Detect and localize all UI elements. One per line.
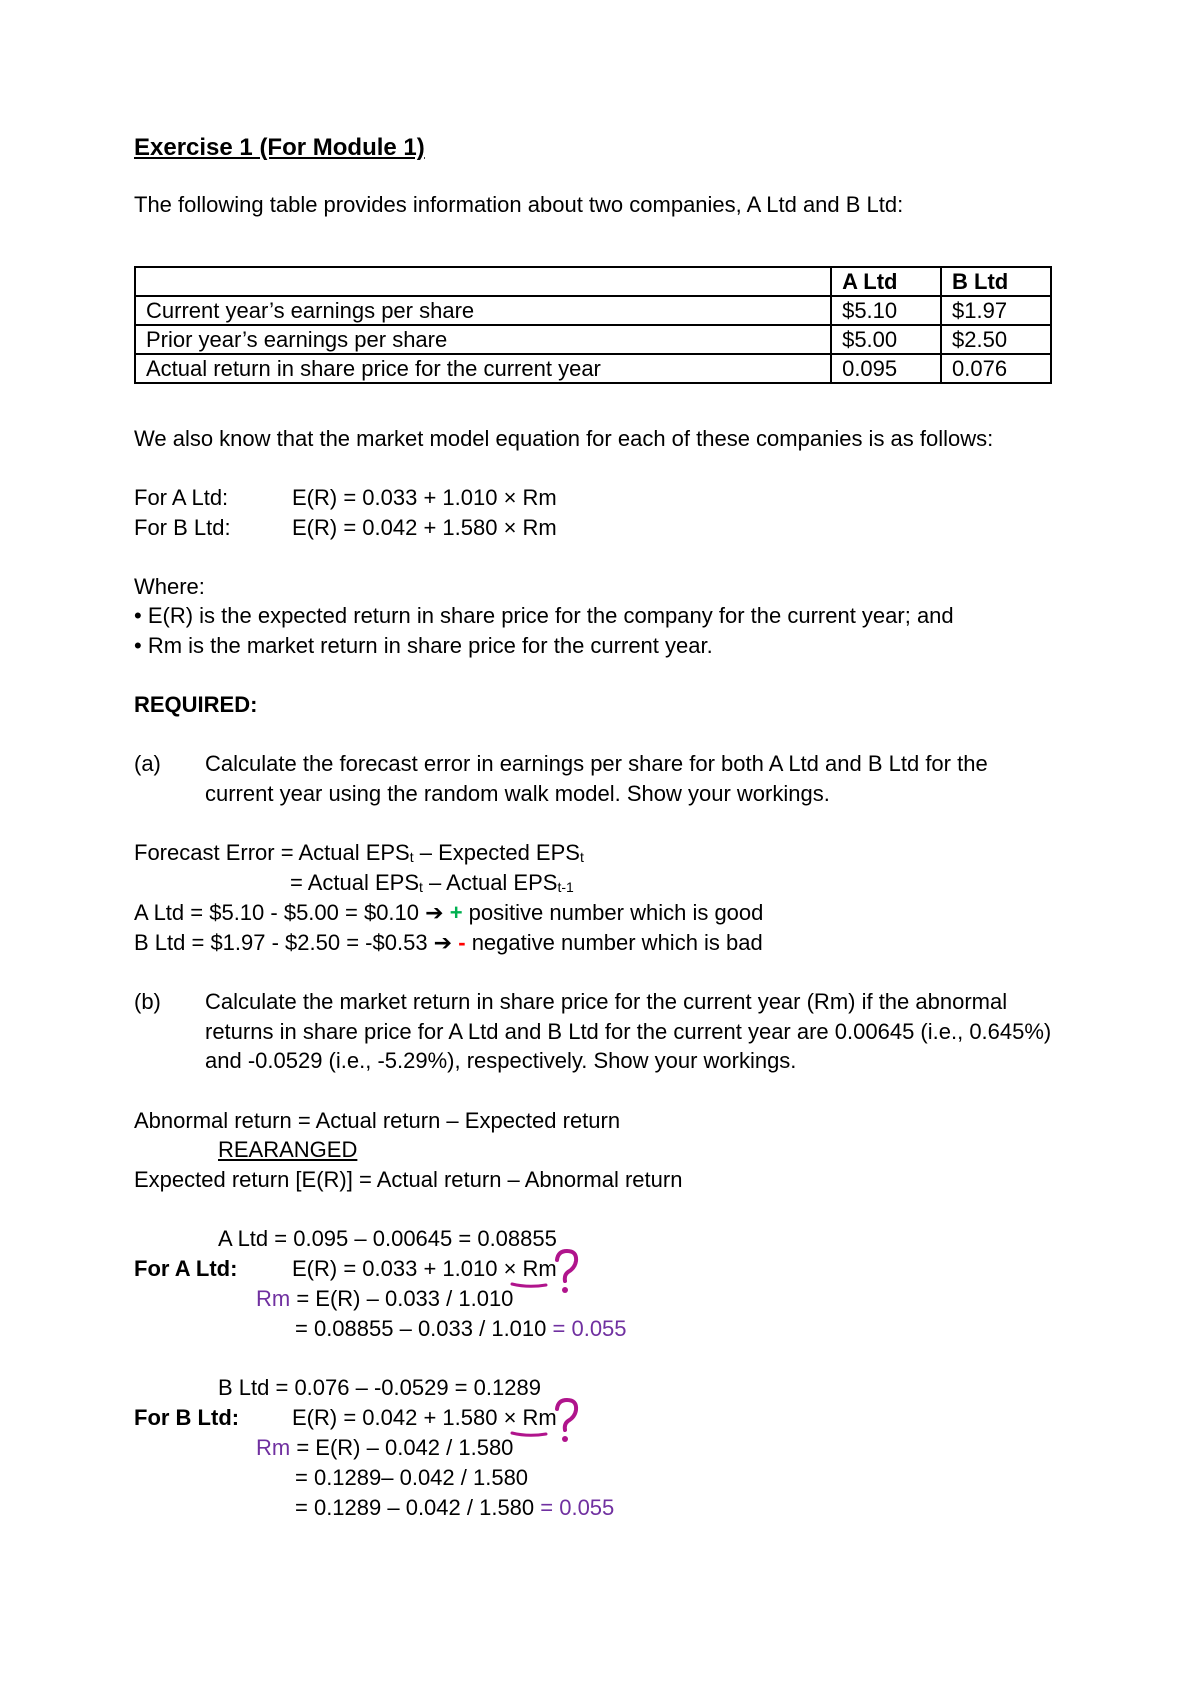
intro-text: The following table provides information about two companies, A Ltd and B Ltd:	[134, 192, 904, 217]
subscript-t: t	[419, 879, 423, 895]
b-ltd-rm-formula	[256, 1433, 513, 1463]
table-cell: 0.076	[941, 354, 1051, 383]
table-row	[135, 296, 1051, 325]
a-ltd-rm-step	[295, 1314, 627, 1344]
rearranged-label: REARANGED	[218, 1137, 358, 1162]
handwritten-underline	[510, 1427, 550, 1441]
b-ltd-forecast-calc	[134, 928, 763, 958]
rm-expression: = E(R) – 0.042 / 1.580	[290, 1435, 514, 1460]
a-ltd-rm-formula	[256, 1284, 513, 1314]
part-a-label: (a)	[134, 751, 161, 776]
part-b-text: and -0.0529 (i.e., -5.29%), respectively. Show your workings.	[205, 1048, 797, 1073]
required-heading: REQUIRED:	[134, 692, 258, 717]
equation-formula-a: E(R) = 0.033 + 1.010 × Rm	[292, 485, 557, 510]
table-row	[135, 325, 1051, 354]
expected-return-line: Expected return [E(R)] = Actual return – Abnormal return	[134, 1167, 683, 1192]
b-ltd-rm-step	[295, 1493, 614, 1523]
question-mark-annotation-icon	[552, 1248, 582, 1298]
equation-label-a: For A Ltd:	[134, 485, 229, 510]
part-b-text: Calculate the market return in share price for the current year (Rm) if the abnormal	[205, 989, 1008, 1014]
part-b-text: returns in share price for A Ltd and B Ltd for the current year are 0.00645 (i.e., 0.645%)	[205, 1019, 1052, 1044]
rm-expression: = E(R) – 0.033 / 1.010	[290, 1286, 514, 1311]
forecast-text: – Expected EPS	[413, 840, 580, 865]
part-a-text: Calculate the forecast error in earnings per share for both A Ltd and B Ltd for the	[205, 751, 988, 776]
part-a-text: current year using the random walk model. Show your workings.	[205, 781, 830, 806]
note-text: negative number which is bad	[471, 930, 763, 955]
abnormal-return-line: Abnormal return = Actual return – Expected return	[134, 1108, 621, 1133]
forecast-text: = Actual EPS	[290, 870, 420, 895]
table-row	[135, 354, 1051, 383]
table-header-row	[135, 267, 1051, 296]
subscript-t: t	[409, 849, 414, 865]
forecast-text: Forecast Error = Actual EPS	[134, 840, 410, 865]
table-cell: $1.97	[941, 296, 1051, 325]
formula-text: E(R) = 0.042 + 1.580 ×	[292, 1405, 523, 1430]
calc-text: B Ltd = $1.97 - $2.50 = -$0.53	[134, 930, 434, 955]
plus-sign: +	[449, 900, 463, 925]
step-text: = 0.08855 – 0.033 / 1.010	[295, 1316, 553, 1341]
rm-variable: Rm	[522, 1405, 557, 1430]
table-header-cell	[135, 267, 831, 296]
table-cell: Current year’s earnings per share	[135, 296, 831, 325]
note-text: positive number which is good	[468, 900, 764, 925]
forecast-error-line	[290, 868, 574, 902]
rm-result: = 0.055	[552, 1316, 627, 1341]
table-cell: Actual return in share price for the current year	[135, 354, 831, 383]
page-title: Exercise 1 (For Module 1)	[134, 134, 425, 161]
a-ltd-label: For A Ltd:	[134, 1256, 238, 1281]
b-ltd-label: For B Ltd:	[134, 1405, 240, 1430]
forecast-text: – Actual EPS	[422, 870, 558, 895]
subscript-t: t	[579, 849, 584, 865]
handwritten-underline	[510, 1278, 550, 1292]
table-cell: 0.095	[831, 354, 941, 383]
question-mark-annotation-icon	[552, 1397, 582, 1447]
a-ltd-expected-return: A Ltd = 0.095 – 0.00645 = 0.08855	[218, 1226, 557, 1251]
step-text: = 0.1289 – 0.042 / 1.580	[295, 1495, 541, 1520]
b-ltd-expected-return: B Ltd = 0.076 – -0.0529 = 0.1289	[218, 1375, 541, 1400]
forecast-error-line	[134, 838, 584, 872]
minus-sign: -	[458, 930, 466, 955]
arrow-icon: ➔	[425, 900, 444, 925]
calc-text: A Ltd = $5.10 - $5.00 = $0.10	[134, 900, 426, 925]
equation-label-b: For B Ltd:	[134, 515, 231, 540]
arrow-icon: ➔	[433, 930, 453, 955]
part-b-label: (b)	[134, 989, 161, 1014]
rm-result: = 0.055	[540, 1495, 615, 1520]
market-intro: We also know that the market model equation for each of these companies is as follows:	[134, 426, 994, 451]
company-table	[134, 266, 1052, 384]
where-bullet: • Rm is the market return in share price for the current year.	[134, 633, 713, 658]
table-cell: $5.00	[831, 325, 941, 354]
rm-variable: Rm	[522, 1256, 557, 1281]
formula-text: E(R) = 0.033 + 1.010 ×	[292, 1256, 523, 1281]
table-cell: $2.50	[941, 325, 1051, 354]
table-header-cell: A Ltd	[831, 267, 941, 296]
a-ltd-forecast-calc	[134, 898, 763, 928]
table-cell: Prior year’s earnings per share	[135, 325, 831, 354]
table-header-cell: B Ltd	[941, 267, 1051, 296]
where-heading: Where:	[134, 574, 205, 599]
rm-label: Rm	[256, 1286, 291, 1311]
rm-label: Rm	[256, 1435, 291, 1460]
equation-formula-b: E(R) = 0.042 + 1.580 × Rm	[292, 515, 557, 540]
where-bullet: • E(R) is the expected return in share price for the company for the current year; and	[134, 603, 954, 628]
subscript-t-1: t-1	[557, 879, 574, 895]
b-ltd-rm-step: = 0.1289– 0.042 / 1.580	[295, 1465, 529, 1490]
table-cell: $5.10	[831, 296, 941, 325]
